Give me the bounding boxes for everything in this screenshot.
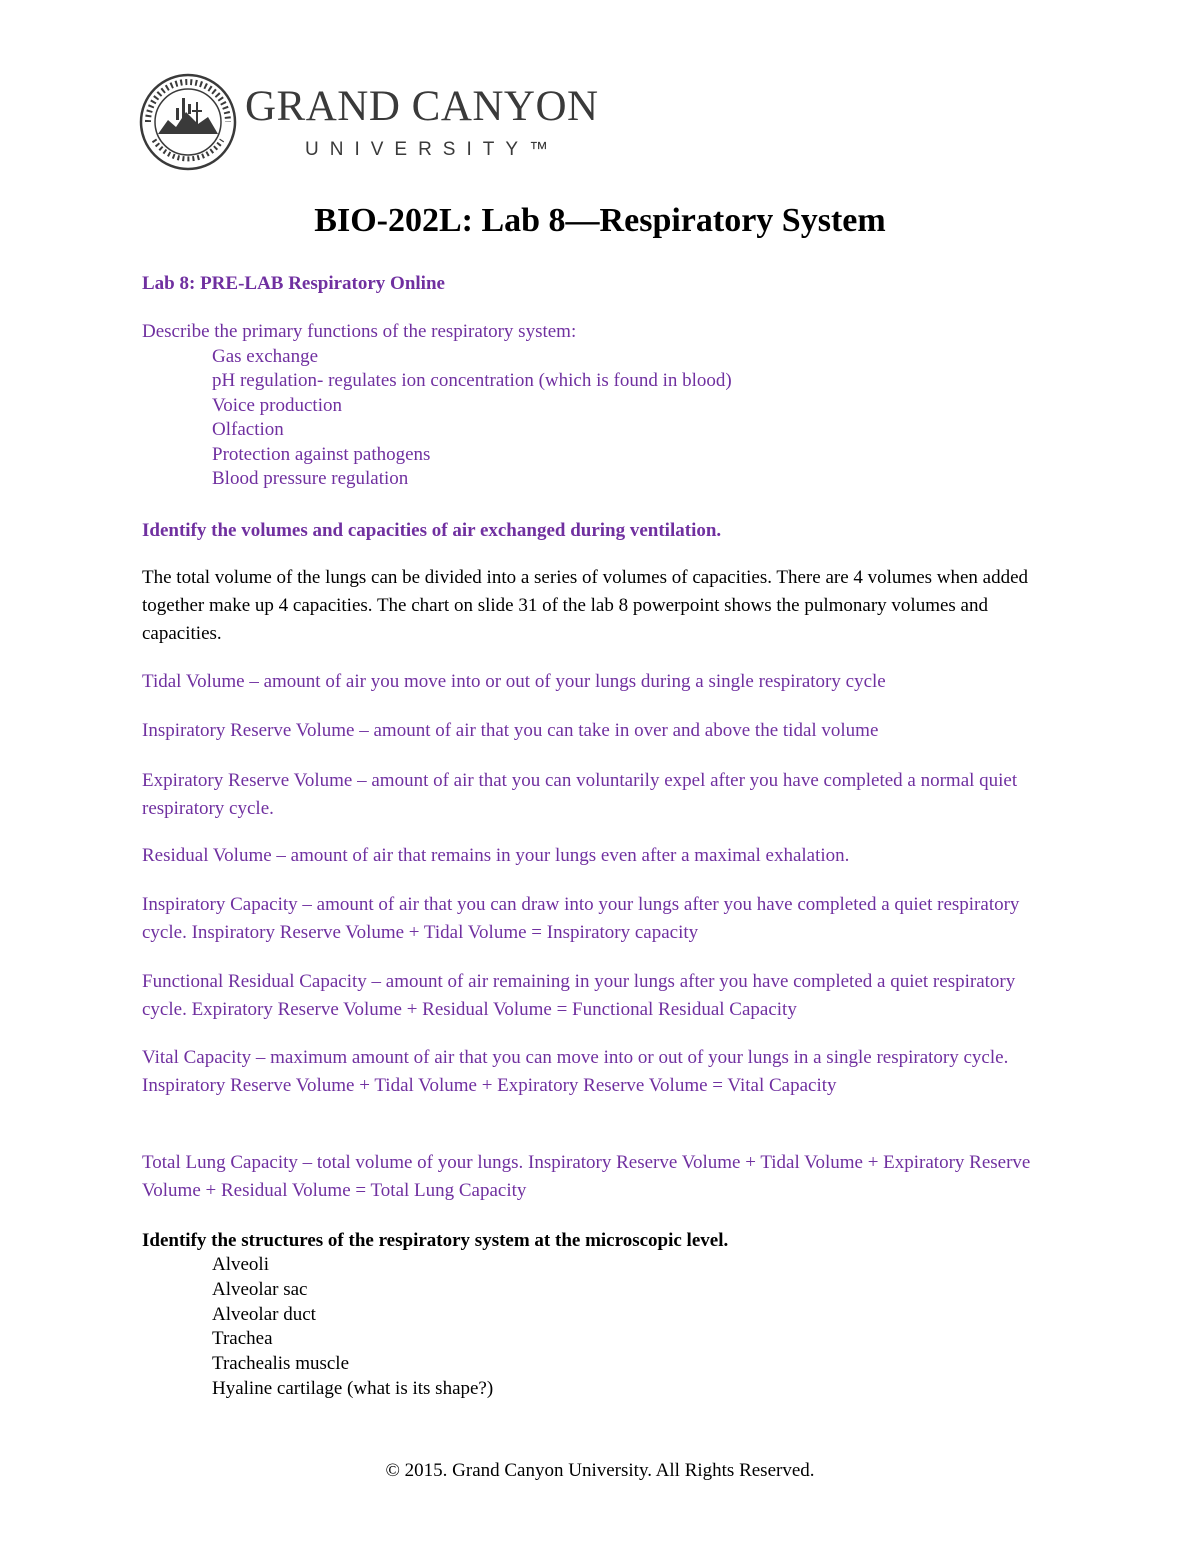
function-item: pH regulation- regulates ion concentration (which is found in blood) (212, 370, 732, 391)
structure-item: Alveoli (212, 1254, 269, 1275)
logo-subtitle: UNIVERSITY™ (305, 139, 560, 160)
definition-tidal-volume: Tidal Volume – amount of air you move into or out of your lungs during a single respiratory cycle (142, 671, 886, 692)
structure-item: Trachea (212, 1328, 273, 1349)
university-logo (138, 72, 599, 172)
function-item: Voice production (212, 395, 342, 416)
functions-prompt: Describe the primary functions of the respiratory system: (142, 321, 577, 342)
prelab-heading: Lab 8: PRE-LAB Respiratory Online (142, 273, 445, 294)
structure-item: Trachealis muscle (212, 1353, 350, 1374)
definition-functional-residual-capacity: Functional Residual Capacity – amount of air remaining in your lungs after you have completed a quiet respiratory cycle. Expiratory Reserve Volume + Residual Volume = Functional Residual Capacity (142, 971, 1016, 1020)
function-item: Olfaction (212, 419, 284, 440)
definition-residual-volume: Residual Volume – amount of air that remains in your lungs even after a maximal exhalation. (142, 845, 850, 866)
definition-inspiratory-reserve-volume: Inspiratory Reserve Volume – amount of air that you can take in over and above the tidal volume (142, 720, 879, 741)
function-item: Gas exchange (212, 346, 319, 367)
volumes-intro: The total volume of the lungs can be divided into a series of volumes of capacities. There are 4 volumes when added together make up 4 capacities. The chart on slide 31 of the lab 8 powerpoint shows the pulmonary volumes and capacities. (142, 567, 1029, 644)
function-item: Protection against pathogens (212, 444, 431, 465)
structures-heading: Identify the structures of the respiratory system at the microscopic level. (142, 1230, 729, 1251)
page-title: BIO-202L: Lab 8—Respiratory System (314, 202, 886, 239)
structure-item: Hyaline cartilage (what is its shape?) (212, 1378, 494, 1399)
definition-vital-capacity: Vital Capacity – maximum amount of air that you can move into or out of your lungs in a single respiratory cycle. Inspiratory Reserve Volume + Tidal Volume + Expiratory Reserve Volume = Vital Capacity (142, 1047, 1009, 1096)
logo-wordmark: GRAND CANYON (245, 83, 599, 130)
structure-item: Alveolar duct (212, 1304, 316, 1325)
structure-item: Alveolar sac (212, 1279, 308, 1300)
definition-inspiratory-capacity: Inspiratory Capacity – amount of air that you can draw into your lungs after you have completed a quiet respiratory cycle. Inspiratory Reserve Volume + Tidal Volume = Inspiratory capacity (142, 894, 1020, 943)
definition-total-lung-capacity: Total Lung Capacity – total volume of your lungs. Inspiratory Reserve Volume + Tidal Volume + Expiratory Reserve Volume + Residual Volume = Total Lung Capacity (142, 1152, 1031, 1201)
function-item: Blood pressure regulation (212, 468, 409, 489)
volumes-heading: Identify the volumes and capacities of air exchanged during ventilation. (142, 520, 722, 541)
definition-expiratory-reserve-volume: Expiratory Reserve Volume – amount of air that you can voluntarily expel after you have completed a normal quiet respiratory cycle. (142, 770, 1018, 819)
university-seal (138, 72, 238, 172)
copyright-footer: © 2015. Grand Canyon University. All Rights Reserved. (385, 1460, 815, 1481)
